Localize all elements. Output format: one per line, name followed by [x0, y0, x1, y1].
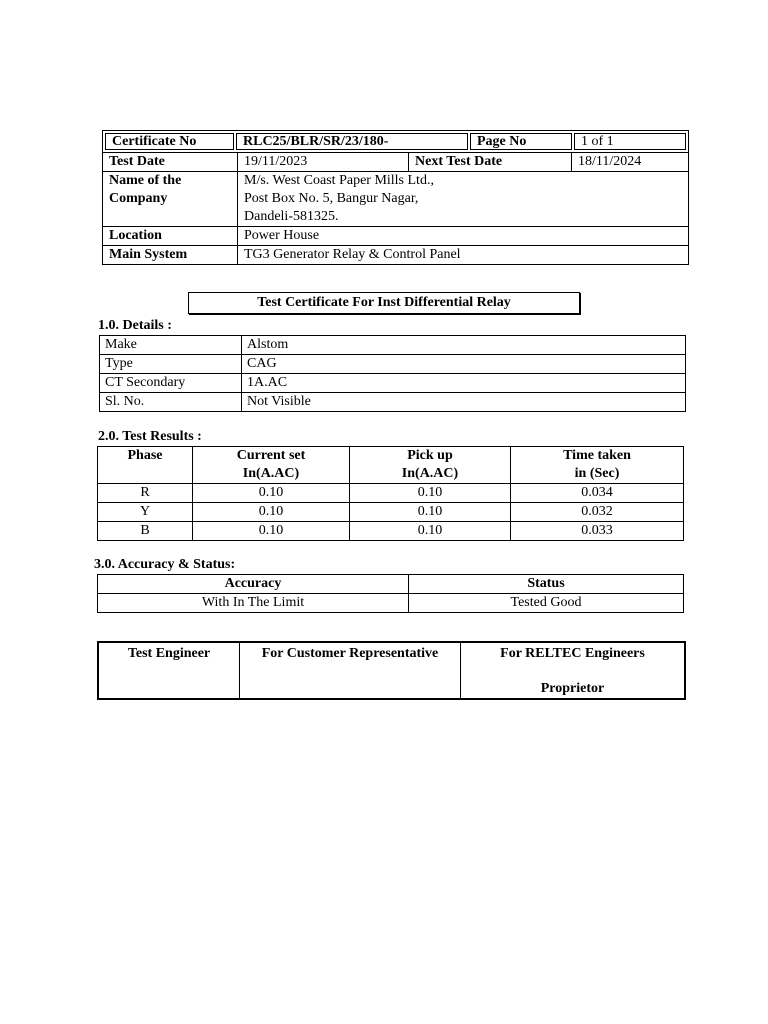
company-line1: M/s. West Coast Paper Mills Ltd.,	[244, 173, 434, 188]
results-pickup: 0.10	[350, 503, 511, 522]
details-heading: 1.0. Details :	[98, 318, 172, 333]
next-test-date-label: Next Test Date	[409, 153, 572, 172]
details-value: Not Visible	[242, 393, 686, 412]
certificate-header	[102, 130, 689, 265]
table-row	[98, 522, 684, 541]
main-system-label: Main System	[103, 246, 238, 265]
main-system-value: TG3 Generator Relay & Control Panel	[238, 246, 689, 265]
certificate-no-label: Certificate No	[105, 133, 234, 150]
results-pickup: 0.10	[350, 522, 511, 541]
reltec-label: For RELTEC Engineers	[500, 646, 645, 661]
details-label: CT Secondary	[100, 374, 242, 393]
results-phase: B	[98, 522, 193, 541]
status-value: Tested Good	[409, 594, 684, 613]
customer-rep-label: For Customer Representative	[261, 646, 439, 661]
results-heading: 2.0. Test Results :	[98, 429, 202, 444]
accuracy-value-row	[98, 594, 684, 613]
page-no-label: Page No	[470, 133, 572, 150]
company-value	[238, 172, 689, 227]
certificate-title: Test Certificate For Inst Differential Relay	[188, 292, 580, 314]
customer-rep-signature	[240, 642, 461, 699]
results-header-line2: In(A.AC)	[242, 466, 300, 481]
certificate-row	[105, 133, 686, 150]
company-label-line1: Name of the	[109, 173, 182, 188]
main-system-row	[103, 246, 689, 265]
results-header-row	[98, 447, 684, 484]
results-header-current-set	[193, 447, 350, 484]
details-label: Type	[100, 355, 242, 374]
certificate-no-value: RLC25/BLR/SR/23/180-	[236, 133, 468, 150]
next-test-date-value: 18/11/2024	[572, 153, 689, 172]
table-row	[98, 503, 684, 522]
accuracy-label: Accuracy	[98, 575, 409, 594]
results-header-line1: Pick up	[407, 448, 453, 463]
accuracy-table	[97, 574, 684, 613]
results-table	[97, 446, 684, 541]
results-header-line1: Phase	[127, 448, 163, 463]
details-value: 1A.AC	[242, 374, 686, 393]
test-date-label: Test Date	[103, 153, 238, 172]
results-pickup: 0.10	[350, 484, 511, 503]
details-row	[100, 336, 686, 355]
results-time: 0.033	[511, 522, 684, 541]
status-label: Status	[409, 575, 684, 594]
accuracy-header-row	[98, 575, 684, 594]
details-label: Sl. No.	[100, 393, 242, 412]
table-row	[98, 484, 684, 503]
proprietor-label: Proprietor	[540, 681, 605, 696]
results-current-set: 0.10	[193, 522, 350, 541]
details-value: Alstom	[242, 336, 686, 355]
details-label: Make	[100, 336, 242, 355]
results-header-time	[511, 447, 684, 484]
results-current-set: 0.10	[193, 503, 350, 522]
details-value: CAG	[242, 355, 686, 374]
company-line2: Post Box No. 5, Bangur Nagar,	[244, 191, 419, 206]
results-phase: R	[98, 484, 193, 503]
test-engineer-signature	[98, 642, 240, 699]
page-no-value: 1 of 1	[574, 133, 686, 150]
signatures-table	[97, 641, 686, 700]
accuracy-value: With In The Limit	[98, 594, 409, 613]
signatures-row	[98, 642, 685, 699]
header-top-table	[102, 130, 689, 153]
company-label	[103, 172, 238, 227]
results-header-line2: in (Sec)	[574, 466, 620, 481]
details-row	[100, 355, 686, 374]
results-header-line2: In(A.AC)	[401, 466, 459, 481]
test-engineer-label: Test Engineer	[127, 646, 211, 661]
test-date-value: 19/11/2023	[238, 153, 409, 172]
company-line3: Dandeli-581325.	[244, 209, 339, 224]
location-row	[103, 227, 689, 246]
reltec-signature	[461, 642, 686, 699]
results-time: 0.032	[511, 503, 684, 522]
results-time: 0.034	[511, 484, 684, 503]
location-label: Location	[103, 227, 238, 246]
results-current-set: 0.10	[193, 484, 350, 503]
results-header-phase	[98, 447, 193, 484]
location-value: Power House	[238, 227, 689, 246]
company-row	[103, 172, 689, 227]
company-label-line2: Company	[109, 191, 168, 206]
test-date-row	[103, 153, 689, 172]
details-row	[100, 393, 686, 412]
details-row	[100, 374, 686, 393]
details-table	[99, 335, 686, 412]
results-phase: Y	[98, 503, 193, 522]
header-bottom-table	[102, 152, 689, 265]
results-header-line1: Current set	[236, 448, 306, 463]
accuracy-heading: 3.0. Accuracy & Status:	[94, 557, 236, 572]
results-header-line1: Time taken	[563, 448, 631, 463]
results-header-pickup	[350, 447, 511, 484]
